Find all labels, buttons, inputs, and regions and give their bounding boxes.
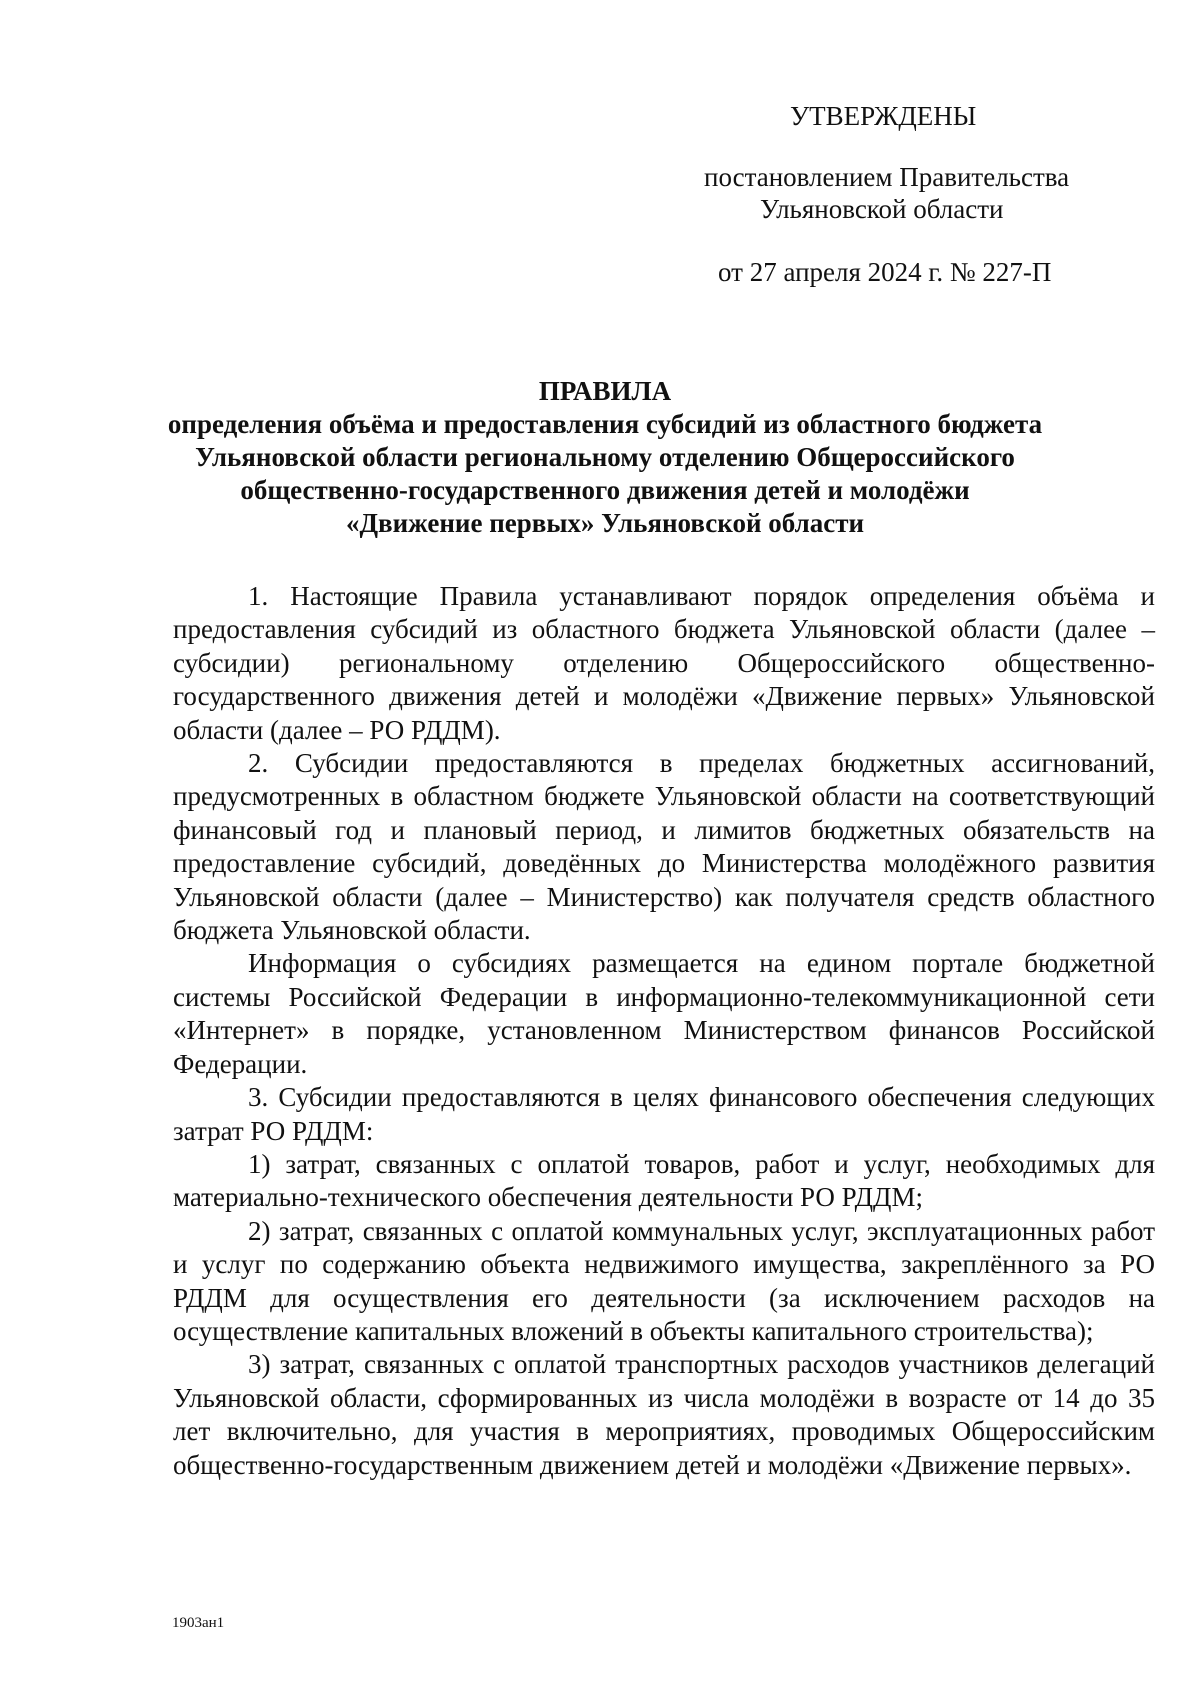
paragraph-info: Информация о субсидиях размещается на едином портале бюджетной системы Российской Федерации в информационно-телекоммуникационной сети «Интернет» в порядке, установленном Министерством финансов Российской Федерации. [173,948,1155,1079]
list-item-3: 3) затрат, связанных с оплатой транспортных расходов участников делегаций Ульяновской области, сформированных из числа молодёжи в возрасте от 14 до 35 лет включительно, для участия в мероприятиях, проводимых Общероссийским общественно-государственным движением детей и молодёжи «Движение первых». [173,1349,1155,1480]
title-line: общественно-государственного движения детей и молодёжи [240,475,970,505]
title-line: «Движение первых» Ульяновской области [345,508,865,538]
footer-code: 1903ан1 [172,1615,225,1631]
approval-line-1: постановлением Правительства [704,162,1070,192]
paragraph-1: 1. Настоящие Правила устанавливают порядок определения объёма и предоставления субсидий из областного бюджета Ульяновской области (далее – субсидии) региональному отделению Общероссийского общественно-государственного движения детей и молодёжи «Движение первых» Ульяновской области (далее – РО РДДМ). [173,581,1155,745]
list-item-1: 1) затрат, связанных с оплатой товаров, работ и услуг, необходимых для материально-технического обеспечения деятельности РО РДДМ; [173,1148,1155,1213]
title-line: Ульяновской области региональному отделению Общероссийского [195,442,1015,472]
approval-date-number: от 27 апреля 2024 г. № 227-П [718,257,1052,287]
title-heading: ПРАВИЛА [538,376,672,406]
paragraph-2: 2. Субсидии предоставляются в пределах бюджетных ассигнований, предусмотренных в областном бюджете Ульяновской области на соответствующий финансовый год и плановый период, и лимитов бюджетных обязательств на предоставление субсидий, доведённых до Министерства молодёжного развития Ульяновской области (далее – Министерство) как получателя средств областного бюджета Ульяновской области. [173,748,1155,946]
title-line: определения объёма и предоставления субсидий из областного бюджета [167,409,1043,439]
approval-line-2: Ульяновской области [760,194,1004,224]
list-item-2: 2) затрат, связанных с оплатой коммунальных услуг, эксплуатационных работ и услуг по содержанию объекта недвижимого имущества, закреплённого за РО РДДМ для осуществления его деятельности (за исключением расходов на осуществление капитальных вложений в объекты капитального строительства); [173,1215,1155,1346]
document-body [173,580,1155,1482]
paragraph-3: 3. Субсидии предоставляются в целях финансового обеспечения следующих затрат РО РДДМ: [173,1082,1155,1146]
document-title [160,375,1050,540]
approval-title: УТВЕРЖДЕНЫ [790,101,977,131]
